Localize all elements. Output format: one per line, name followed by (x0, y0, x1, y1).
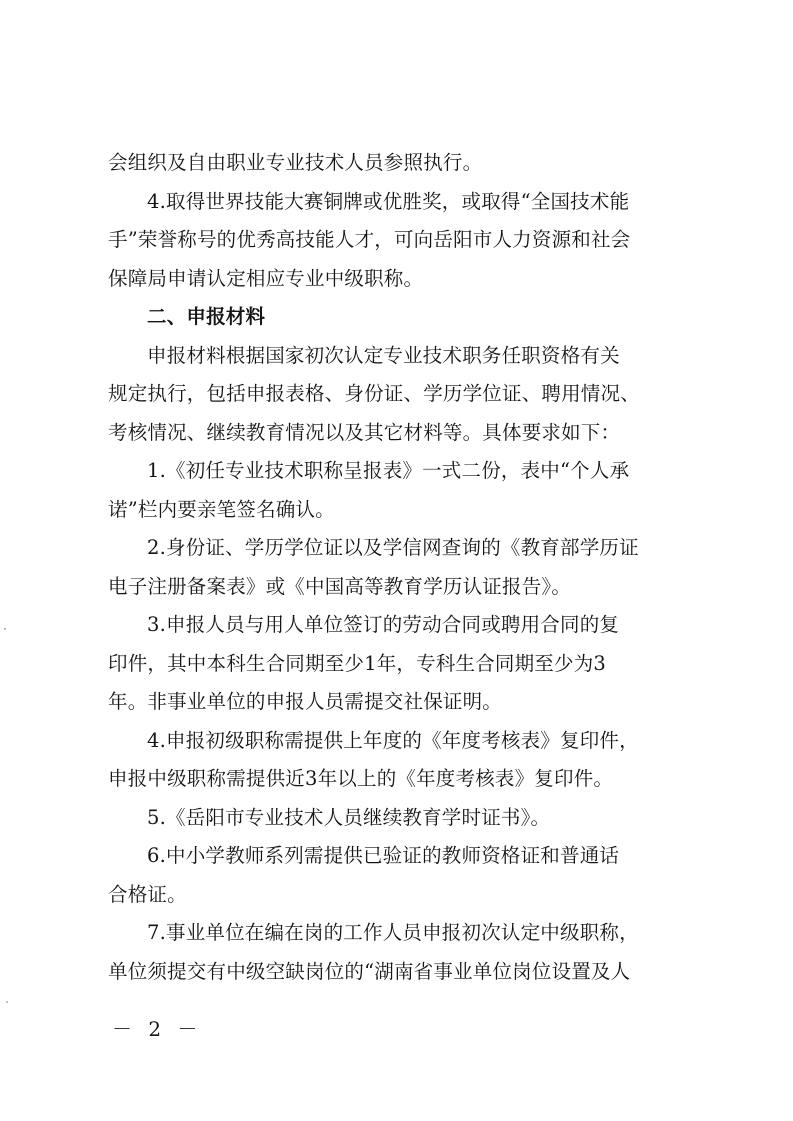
body-line-6: 申报材料根据国家初次认定专业技术职务任职资格有关 (147, 343, 620, 367)
body-line-22: 单位须提交有中级空缺岗位的“湖南省事业单位岗位设置及人 (108, 959, 631, 983)
body-line-12: 电子注册备案表》或《中国高等教育学历认证报告》。 (108, 574, 572, 598)
body-line-4: 保障局申请认定相应专业中级职称。 (108, 266, 424, 290)
body-line-20: 合格证。 (108, 882, 187, 906)
body-line-17: 申报中级职称需提供近3年以上的《年度考核表》复印件。 (108, 767, 614, 790)
body-line-3: 手”荣誉称号的优秀高技能人才，可向岳阳市人力资源和社会 (108, 228, 631, 251)
section-heading-materials: 二、申报材料 (147, 305, 266, 328)
body-line-18: 5.《岳阳市专业技术人员继续教育学时证书》。 (147, 805, 551, 829)
scan-speck-mark (4, 628, 6, 630)
body-line-21: 7.事业单位在编在岗的工作人员申报初次认定中级职称， (147, 921, 639, 944)
body-line-7: 规定执行，包括申报表格、身份证、学历学位证、聘用情况、 (108, 382, 640, 405)
scan-speck-mark (6, 1001, 8, 1003)
page-number: － 2 － (112, 1017, 203, 1041)
body-line-14: 印件，其中本科生合同期至少1年，专科生合同期至少为3 (108, 651, 607, 675)
body-line-2: 4.取得世界技能大赛铜牌或优胜奖，或取得“全国技术能 (147, 189, 630, 213)
body-line-9: 1.《初任专业技术职称呈报表》一式二份，表中“个人承 (147, 459, 630, 482)
body-line-15: 年。非事业单位的申报人员需提交社保证明。 (108, 690, 503, 713)
body-line-19: 6.中小学教师系列需提供已验证的教师资格证和普通话 (147, 844, 620, 867)
body-line-16: 4.申报初级职称需提供上年度的《年度考核表》复印件， (147, 728, 639, 752)
body-line-8: 考核情况、继续教育情况以及其它材料等。具体要求如下： (108, 420, 621, 444)
body-line-13: 3.申报人员与用人单位签订的劳动合同或聘用合同的复 (147, 613, 620, 636)
body-line-1: 会组织及自由职业专业技术人员参照执行。 (108, 151, 483, 174)
body-line-10: 诺”栏内要亲笔签名确认。 (108, 497, 335, 521)
document-body (108, 144, 688, 991)
body-line-11: 2.身份证、学历学位证以及学信网查询的《教育部学历证 (147, 536, 639, 559)
